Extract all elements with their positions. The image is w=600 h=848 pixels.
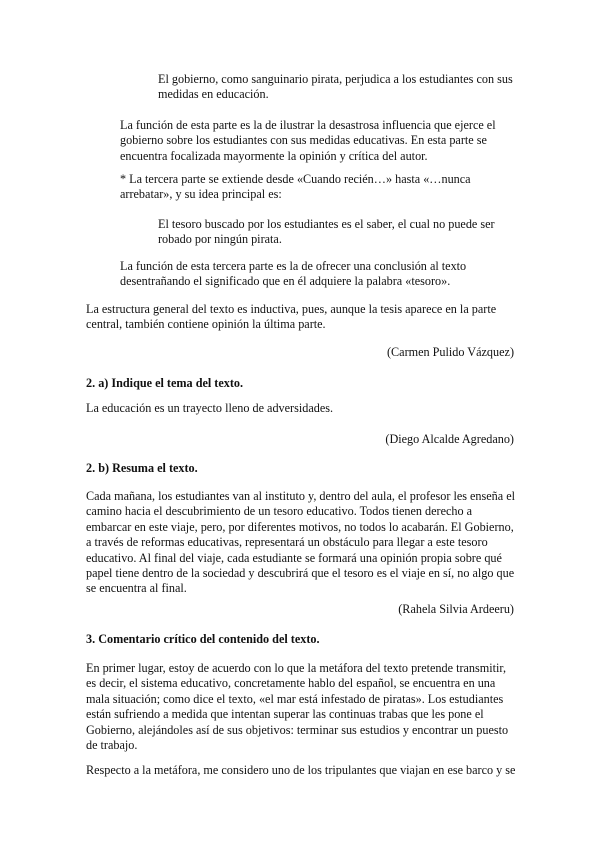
author-attribution: (Carmen Pulido Vázquez) <box>386 345 514 359</box>
body-paragraph: Respecto a la metáfora, me considero uno de los tripulantes que viajan en ese barco y se <box>86 763 516 777</box>
section-heading: 2. b) Resuma el texto. <box>86 461 198 475</box>
author-attribution: (Diego Alcalde Agredano) <box>385 432 514 446</box>
quote-paragraph: El gobierno, como sanguinario pirata, perjudica a los estudiantes con sus medidas en educación. <box>158 72 513 102</box>
section-heading: 3. Comentario crítico del contenido del texto. <box>86 632 320 646</box>
section-heading: 2. a) Indique el tema del texto. <box>86 376 244 390</box>
body-paragraph: * La tercera parte se extiende desde «Cuando recién…» hasta «…nunca arrebatar», y su idea principal es: <box>120 172 471 202</box>
body-paragraph: La función de esta parte es la de ilustrar la desastrosa influencia que ejerce el gobierno sobre los estudiantes con sus medidas educativas. En esta parte se encuentra focalizada mayormente la opinión y crítica del autor. <box>120 118 496 163</box>
quote-paragraph: El tesoro buscado por los estudiantes es el saber, el cual no puede ser robado por ningún pirata. <box>158 217 495 247</box>
author-attribution: (Rahela Silvia Ardeeru) <box>398 602 514 616</box>
body-paragraph: La estructura general del texto es inductiva, pues, aunque la tesis aparece en la parte central, también contiene opinión la última parte. <box>86 302 497 332</box>
body-paragraph: La educación es un trayecto lleno de adversidades. <box>86 401 334 415</box>
body-paragraph: Cada mañana, los estudiantes van al instituto y, dentro del aula, el profesor les enseña el camino hacia el descubrimiento de un tesoro educativo. Todos tienen derecho a embarcar en este viaje, pero, por diferentes motivos, no todos lo acabarán. El Gobierno, a través de reformas educativas, representará un obstáculo para llegar a este tesoro educativo. Al final del viaje, cada estudiante se formará una opinión propia sobre qué papel tiene dentro de la sociedad y descubrirá que el tesoro es el viaje en sí, no algo que se encuentra al final. <box>86 489 516 596</box>
body-paragraph: En primer lugar, estoy de acuerdo con lo que la metáfora del texto pretende transmitir, es decir, el sistema educativo, concretamente hablo del español, se encuentra en una mala situación; como dice el texto, «el mar está infestado de piratas». Los estudiantes están sufriendo a medida que intentan superar las continuas trabas que les pone el Gobierno, alejándoles así de sus objetivos: terminar sus estudios y encontrar un puesto de trabajo. <box>86 661 509 753</box>
body-paragraph: La función de esta tercera parte es la de ofrecer una conclusión al texto desentrañando el significado que en él adquiere la palabra «tesoro». <box>120 259 467 289</box>
